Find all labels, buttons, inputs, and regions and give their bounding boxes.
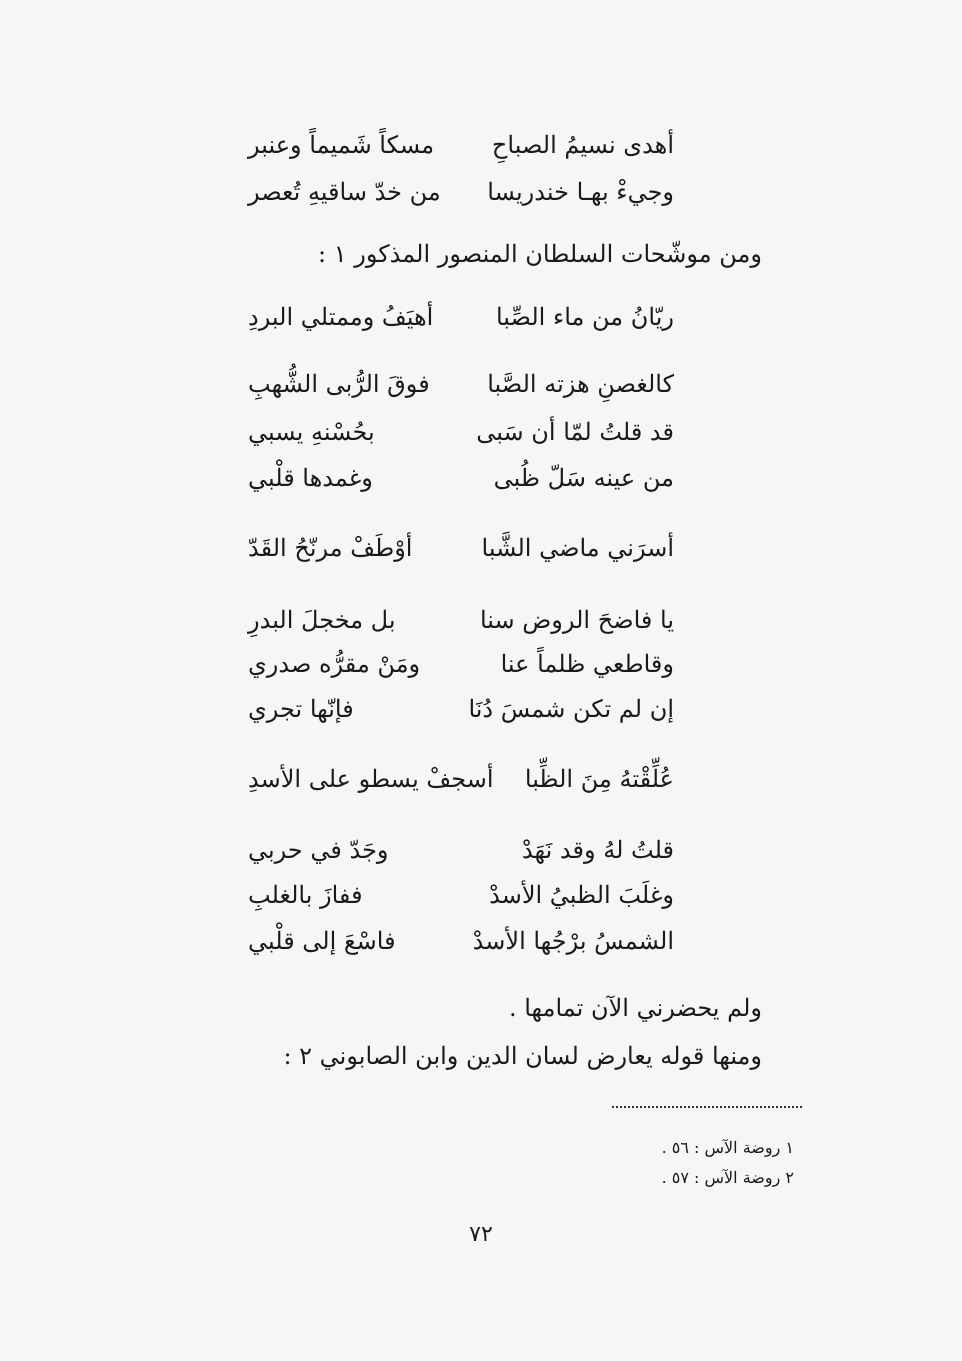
hemistich-left: فإنّها تجري <box>248 695 354 723</box>
hemistich-right: أهدى نسيمُ الصباحِ <box>491 131 674 159</box>
footnote-2: ٢ روضة الآس : ٥٧ . <box>661 1168 794 1187</box>
footnote-separator <box>612 1106 802 1108</box>
hemistich-right: وجيءْ بهـا خندريسا <box>487 178 674 206</box>
intro-prose: ومن موشّحات السلطان المنصور المذكور ١ : <box>318 240 762 268</box>
hemistich-right: يا فاضحَ الروض سنا <box>479 606 674 634</box>
hemistich-right: قلتُ لهُ وقد نَهَدْ <box>521 836 674 864</box>
footnote-1: ١ روضة الآس : ٥٦ . <box>661 1138 794 1157</box>
closing-prose-1: ولم يحضرني الآن تمامها . <box>508 994 762 1022</box>
hemistich-left: فاسْعَ إلى قلْبي <box>248 927 396 955</box>
hemistich-left: وغمدها قلْبي <box>248 464 373 492</box>
hemistich-right: كالغصنِ هزته الصَّبا <box>487 370 674 398</box>
hemistich-right: إن لم تكن شمسَ دُنَا <box>468 695 674 723</box>
hemistich-right: ريّانُ من ماء الصِّبا <box>495 303 674 331</box>
hemistich-left: أسجفْ يسطو على الأسدِ <box>248 765 494 793</box>
hemistich-left: وجَدّ في حربي <box>248 836 389 864</box>
hemistich-right: الشمسُ برْجُها الأسدْ <box>472 927 674 955</box>
hemistich-left: ففازَ بالغلبِ <box>248 881 363 909</box>
hemistich-left: ومَنْ مقرُّه صدري <box>248 650 421 678</box>
hemistich-left: أهيَفُ وممتلي البردِ <box>248 303 434 331</box>
hemistich-left: أوْطَفْ مرنّحُ القَدّ <box>248 534 413 562</box>
page-number: ٧٢ <box>469 1222 493 1247</box>
hemistich-left: من خدّ ساقيهِ تُعصر <box>248 178 441 206</box>
hemistich-right: وقاطعي ظلماً عنا <box>500 650 674 678</box>
hemistich-left: بحُسْنهِ يسبي <box>248 418 375 446</box>
hemistich-right: عُلِّقْتهُ مِنَ الظِّبا <box>524 765 674 793</box>
hemistich-right: وغلَبَ الظبيُ الأسدْ <box>489 881 674 909</box>
closing-prose-2: ومنها قوله يعارض لسان الدين وابن الصابوني ٢ : <box>283 1042 762 1070</box>
hemistich-right: قد قلتُ لمّا أن سَبى <box>476 418 674 446</box>
hemistich-left: فوقَ الرُّبى الشُّهبِ <box>248 370 430 398</box>
hemistich-right: من عينه سَلّ ظُبى <box>493 464 674 492</box>
hemistich-right: أسرَني ماضي الشَّبا <box>481 534 674 562</box>
hemistich-left: مسكاً شَميماً وعنبر <box>248 131 435 159</box>
hemistich-left: بل مخجلَ البدرِ <box>248 606 396 634</box>
